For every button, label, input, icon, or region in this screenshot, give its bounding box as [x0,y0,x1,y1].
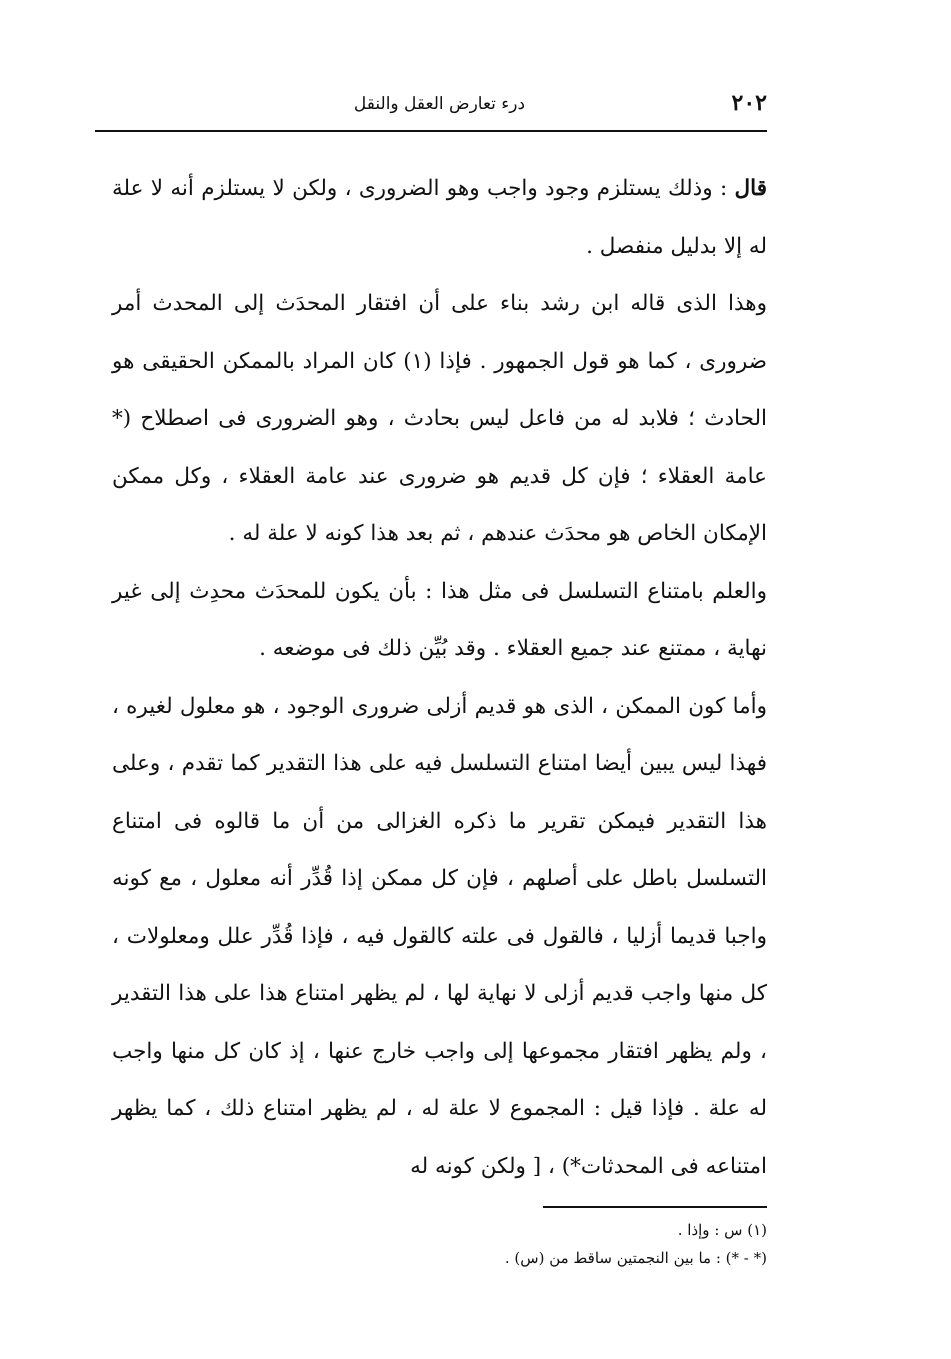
header-rule [95,130,767,132]
footnote-rule [543,1206,767,1208]
paragraph-text: : وذلك يستلزم وجود واجب وهو الضرورى ، ولكن لا يستلزم أنه لا علة له إلا بدليل منفصل . [112,176,767,259]
footnotes [300,1216,767,1272]
footnote: (١) س : وإذا . [677,1221,767,1239]
running-title: درء تعارض العقل والنقل [353,94,526,114]
paragraph: وهذا الذى قاله ابن رشد بناء على أن افتقار المحدَث إلى المحدث أمر ضرورى ، كما هو قول الجمهور . فإذا (١) كان المراد بالممكن الحقيقى هو الحادث ؛ فلابد له من فاعل ليس بحادث ، وهو الضرورى فى اصطلاح (* عامة العقلاء ؛ فإن كل قديم هو ضرورى عند عامة العقلاء ، وكل ممكن الإمكان الخاص هو محدَث عندهم ، ثم بعد هذا كونه لا علة له . [112,291,767,546]
page-header [112,88,767,128]
speaker-label: قال [734,176,767,201]
footnote: (* - *) : ما بين النجمتين ساقط من (س) . [504,1249,767,1267]
page-number: ٢٠٢ [731,90,767,116]
paragraph [112,160,767,275]
paragraph: وأما كون الممكن ، الذى هو قديم أزلى ضرورى الوجود ، هو معلول لغيره ، فهذا ليس يبين أيضا امتناع التسلسل فيه على هذا التقدير كما تقدم ، وعلى هذا التقدير فيمكن تقرير ما ذكره الغزالى من أن ما قالوه فى امتناع التسلسل باطل على أصلهم ، فإن كل ممكن إذا قُدِّر أنه معلول ، مع كونه واجبا قديما أزليا ، فالقول فى علته كالقول فيه ، فإذا قُدِّر علل ومعلولات ، كل منها واجب قديم أزلى لا نهاية لها ، لم يظهر امتناع هذا على هذا التقدير ، ولم يظهر افتقار مجموعها إلى واجب خارج عنها ، إذ كان كل منها واجب له علة . فإذا قيل : المجموع لا علة له ، لم يظهر امتناع ذلك ، كما يظهر امتناعه فى المحدثات*) ، [ ولكن كونه له [112,693,767,1179]
paragraph: والعلم بامتناع التسلسل فى مثل هذا : بأن يكون للمحدَث محدِث إلى غير نهاية ، ممتنع عند جميع العقلاء . وقد بُيِّن ذلك فى موضعه . [112,578,767,661]
main-text [112,160,767,1195]
